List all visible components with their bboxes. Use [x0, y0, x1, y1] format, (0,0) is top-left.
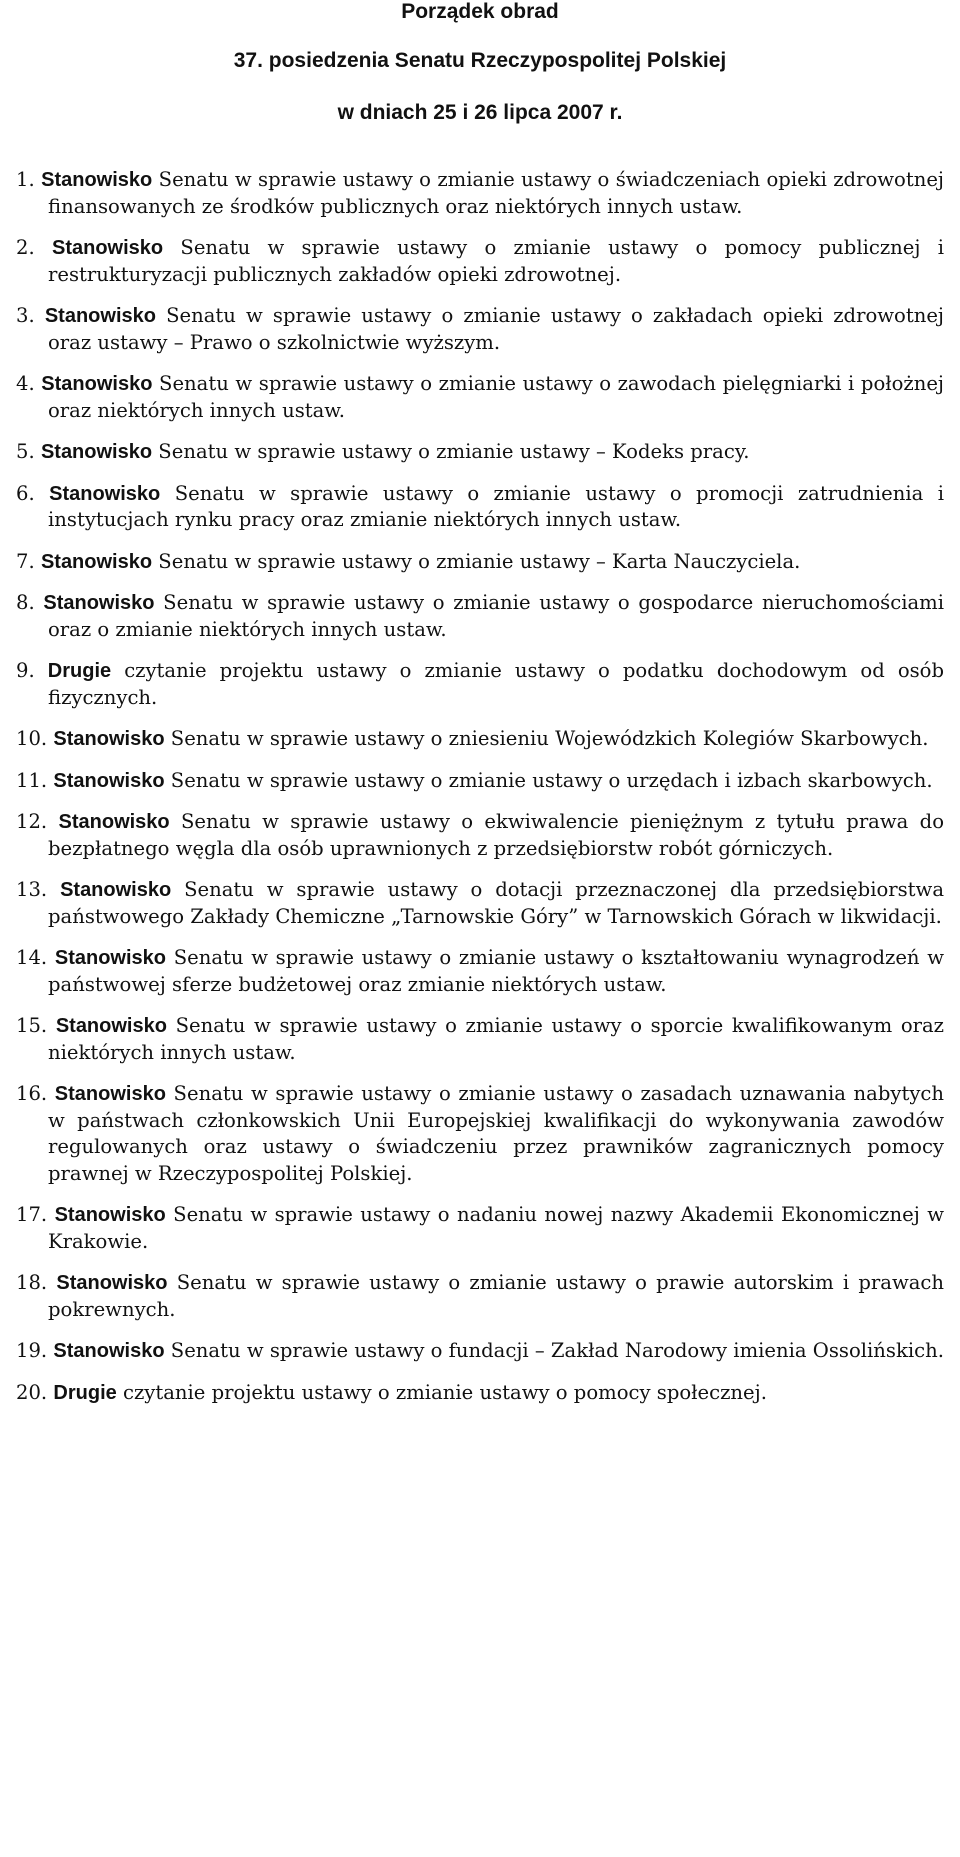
item-keyword: Stanowisko — [43, 592, 155, 614]
item-text: Senatu w sprawie ustawy o zmianie ustawy o pomocy publicznej i restrukturyzacji publicznych zakładów opieki zdrowotnej. — [48, 236, 944, 286]
agenda-item — [16, 726, 944, 753]
agenda-item — [16, 235, 944, 288]
item-number: 20. — [16, 1380, 48, 1404]
item-keyword: Drugie — [47, 660, 112, 682]
agenda-item — [16, 1202, 944, 1255]
item-keyword: Stanowisko — [40, 441, 153, 463]
item-text: Senatu w sprawie ustawy o zmianie ustawy o urzędach i izbach skarbowych. — [164, 768, 933, 792]
item-text: Senatu w sprawie ustawy o zmianie ustawy o promocji zatrudnienia i instytucjach rynku pracy oraz zmianie niektórych innych ustaw. — [48, 481, 945, 531]
item-keyword: Stanowisko — [53, 728, 165, 750]
item-keyword: Stanowisko — [40, 550, 153, 573]
item-number: 5. — [16, 440, 35, 463]
item-text: Senatu w sprawie ustawy o zmianie ustawy o sporcie kwalifikowanym oraz niektórych innych ustaw. — [48, 1014, 944, 1064]
item-text: czytanie projektu ustawy o zmianie ustawy o pomocy społecznej. — [116, 1380, 767, 1404]
header-session: 37. posiedzenia Senatu Rzeczypospolitej Polskiej — [233, 49, 727, 72]
agenda-list — [16, 167, 944, 1421]
agenda-item — [16, 1081, 944, 1187]
item-text: Senatu w sprawie ustawy o nadaniu nowej nazwy Akademii Ekonomicznej w Krakowie. — [48, 1203, 944, 1253]
item-number: 10. — [16, 727, 48, 750]
agenda-item — [16, 371, 944, 424]
item-number: 16. — [16, 1082, 48, 1105]
item-number: 12. — [16, 810, 48, 833]
item-keyword: Drugie — [53, 1381, 117, 1404]
agenda-item — [16, 1270, 944, 1323]
item-number: 7. — [16, 549, 35, 573]
item-text: Senatu w sprawie ustawy o fundacji – Zakład Narodowy imienia Ossolińskich. — [164, 1339, 944, 1362]
agenda-item — [16, 439, 944, 466]
item-number: 17. — [16, 1203, 48, 1226]
item-number: 9. — [16, 659, 35, 682]
item-text: Senatu w sprawie ustawy o zmianie ustawy o zakładach opieki zdrowotnej oraz ustawy – Prawo o szkolnictwie wyższym. — [48, 304, 944, 354]
agenda-item — [16, 658, 944, 711]
item-keyword: Stanowisko — [58, 811, 170, 833]
item-text: Senatu w sprawie ustawy o zmianie ustawy – Kodeks pracy. — [152, 440, 750, 463]
item-keyword: Stanowisko — [56, 1272, 168, 1294]
item-number: 14. — [16, 946, 48, 969]
item-number: 13. — [16, 878, 48, 901]
item-number: 1. — [16, 168, 35, 191]
item-keyword: Stanowisko — [41, 373, 153, 395]
item-text: Senatu w sprawie ustawy o zmianie ustawy o świadczeniach opieki zdrowotnej finansowanych ze środków publicznych oraz niektórych innych ustaw. — [48, 168, 944, 218]
item-keyword: Stanowisko — [60, 879, 172, 901]
item-text: Senatu w sprawie ustawy o zmianie ustawy o zasadach uznawania nabytych w państwach członkowskich Unii Europejskiej kwalifikacji do wykonywania zawodów regulowanych oraz ustawy o świadczeniu przez prawników zagranicznych pomocy prawnej w Rzeczypospolitej Polskiej. — [48, 1082, 944, 1185]
header-title: Porządek obrad — [401, 0, 559, 23]
item-keyword: Stanowisko — [49, 482, 161, 505]
item-keyword: Stanowisko — [44, 305, 156, 327]
item-number: 8. — [16, 591, 35, 614]
item-keyword: Stanowisko — [54, 1083, 166, 1105]
item-number: 11. — [16, 768, 48, 792]
item-keyword: Stanowisko — [54, 947, 167, 969]
agenda-item — [16, 768, 944, 795]
agenda-item — [16, 1013, 944, 1066]
item-text: Senatu w sprawie ustawy o zmianie ustawy o prawie autorskim i prawach pokrewnych. — [48, 1271, 944, 1321]
item-text: Senatu w sprawie ustawy o zmianie ustawy o gospodarce nieruchomościami oraz o zmianie niektórych innych ustaw. — [48, 591, 944, 641]
item-text: Senatu w sprawie ustawy o zmianie ustawy o kształtowaniu wynagrodzeń w państwowej sferze budżetowej oraz zmianie niektórych ustaw. — [48, 946, 944, 996]
item-text: czytanie projektu ustawy o zmianie ustawy o podatku dochodowym od osób fizycznych. — [48, 659, 945, 709]
item-number: 2. — [16, 236, 35, 259]
item-number: 15. — [16, 1014, 48, 1037]
agenda-item — [16, 1338, 944, 1365]
agenda-item — [16, 590, 944, 643]
agenda-item — [16, 481, 944, 534]
item-text: Senatu w sprawie ustawy o zmianie ustawy o zawodach pielęgniarki i położnej oraz niektórych innych ustaw. — [48, 372, 945, 422]
item-keyword: Stanowisko — [54, 1204, 166, 1226]
agenda-item — [16, 945, 944, 998]
header-dates: w dniach 25 i 26 lipca 2007 r. — [337, 101, 623, 124]
agenda-item — [16, 167, 944, 220]
item-number: 18. — [16, 1271, 48, 1294]
item-keyword: Stanowisko — [53, 1340, 165, 1362]
item-keyword: Stanowisko — [51, 237, 164, 259]
item-text: Senatu w sprawie ustawy o zmianie ustawy – Karta Nauczyciela. — [152, 549, 801, 573]
agenda-item — [16, 877, 944, 930]
item-text: Senatu w sprawie ustawy o ekwiwalencie pieniężnym z tytułu prawa do bezpłatnego węgla dla osób uprawnionych z przedsiębiorstw robót górniczych. — [48, 810, 944, 860]
item-number: 19. — [16, 1339, 48, 1362]
agenda-item — [16, 1380, 944, 1407]
item-keyword: Stanowisko — [53, 769, 165, 792]
item-text: Senatu w sprawie ustawy o zniesieniu Wojewódzkich Kolegiów Skarbowych. — [164, 727, 929, 750]
item-text: Senatu w sprawie ustawy o dotacji przeznaczonej dla przedsiębiorstwa państwowego Zakłady Chemiczne „Tarnowskie Góry” w Tarnowskich Górach w likwidacji. — [48, 878, 945, 928]
item-number: 6. — [16, 481, 35, 505]
agenda-item — [16, 303, 944, 356]
item-keyword: Stanowisko — [41, 169, 153, 191]
agenda-item — [16, 809, 944, 862]
item-number: 3. — [16, 304, 35, 327]
agenda-item — [16, 549, 944, 576]
item-number: 4. — [16, 372, 35, 395]
item-keyword: Stanowisko — [55, 1015, 167, 1037]
